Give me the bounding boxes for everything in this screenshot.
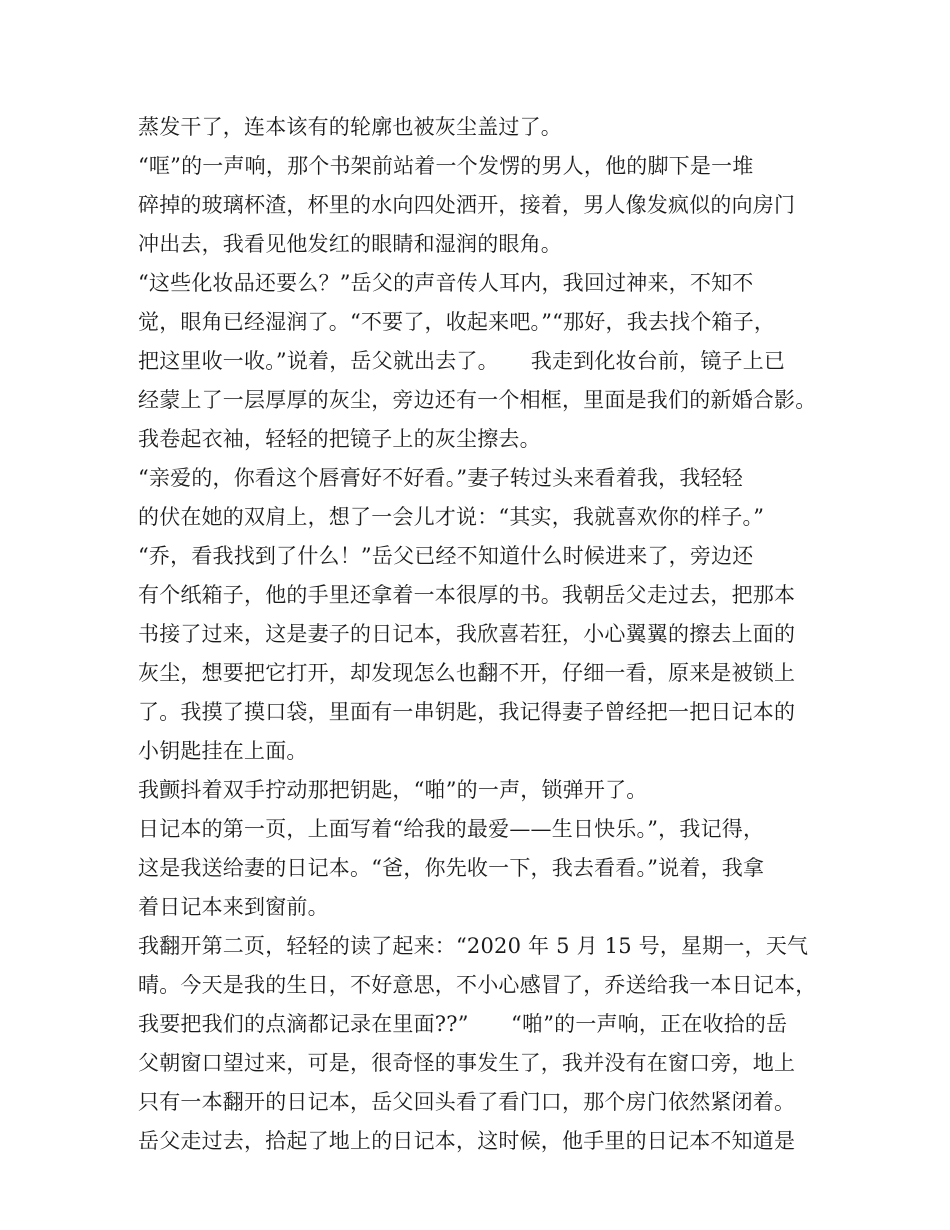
text-line: 日记本的第一页，上面写着“给我的最爱——生日快乐。”，我记得， <box>138 817 765 841</box>
text-line: “哐”的一声响，那个书架前站着一个发愣的男人，他的脚下是一堆 <box>138 154 754 178</box>
text-line: 冲出去，我看见他发红的眼睛和湿润的眼角。 <box>138 232 562 256</box>
text-line: 蒸发干了，连本该有的轮廓也被灰尘盖过了。 <box>138 115 562 139</box>
text-line: 了。我摸了摸口袋，里面有一串钥匙，我记得妻子曾经把一把日记本的 <box>138 700 796 724</box>
text-line: “亲爱的，你看这个唇膏好不好看。”妻子转过头来看着我，我轻轻 <box>138 466 743 490</box>
text-line: 岳父走过去，拾起了地上的日记本，这时候，他手里的日记本不知道是 <box>138 1129 796 1153</box>
text-line: 小钥匙挂在上面。 <box>138 739 308 763</box>
text-line: 有个纸箱子，他的手里还拿着一本很厚的书。我朝岳父走过去，把那本 <box>138 583 796 607</box>
text-line: 我颤抖着双手拧动那把钥匙，“啪”的一声，锁弹开了。 <box>138 778 648 802</box>
text-line: 晴。今天是我的生日，不好意思，不小心感冒了，乔送给我一本日记本， <box>138 973 817 997</box>
text-line: 我翻开第二页，轻轻的读了起来：“2020 年 5 月 15 号，星期一，天气 <box>138 934 809 958</box>
text-line: 我要把我们的点滴都记录在里面??” “啪”的一声响，正在收拾的岳 <box>138 1012 788 1036</box>
text-line: 的伏在她的双肩上，想了一会儿才说：“其实，我就喜欢你的样子。” <box>138 505 765 529</box>
text-line: 只有一本翻开的日记本，岳父回头看了看门口，那个房门依然紧闭着。 <box>138 1090 796 1114</box>
text-line: 着日记本来到窗前。 <box>138 895 329 919</box>
text-line: “这些化妆品还要么？”岳父的声音传人耳内，我回过神来，不知不 <box>138 271 754 295</box>
text-line: 碎掉的玻璃杯渣，杯里的水向四处洒开，接着，男人像发疯似的向房门 <box>138 193 796 217</box>
text-line: 经蒙上了一层厚厚的灰尘，旁边还有一个相框，里面是我们的新婚合影。 <box>138 388 817 412</box>
text-line: 觉，眼角已经湿润了。“不要了，收起来吧。”“那好，我去找个箱子， <box>138 310 776 334</box>
text-line: 书接了过来，这是妻子的日记本，我欣喜若狂，小心翼翼的擦去上面的 <box>138 622 796 646</box>
body-text <box>138 108 838 1161</box>
text-line: 我卷起衣袖，轻轻的把镜子上的灰尘擦去。 <box>138 427 541 451</box>
text-line: 把这里收一收。”说着，岳父就出去了。 我走到化妆台前，镜子上已 <box>138 349 786 373</box>
text-line: “乔，看我找到了什么！”岳父已经不知道什么时候进来了，旁边还 <box>138 544 754 568</box>
text-line: 父朝窗口望过来，可是，很奇怪的事发生了，我并没有在窗口旁，地上 <box>138 1051 796 1075</box>
text-line: 灰尘，想要把它打开，却发现怎么也翻不开，仔细一看，原来是被锁上 <box>138 661 796 685</box>
text-line: 这是我送给妻的日记本。“爸，你先收一下，我去看看。”说着，我拿 <box>138 856 765 880</box>
